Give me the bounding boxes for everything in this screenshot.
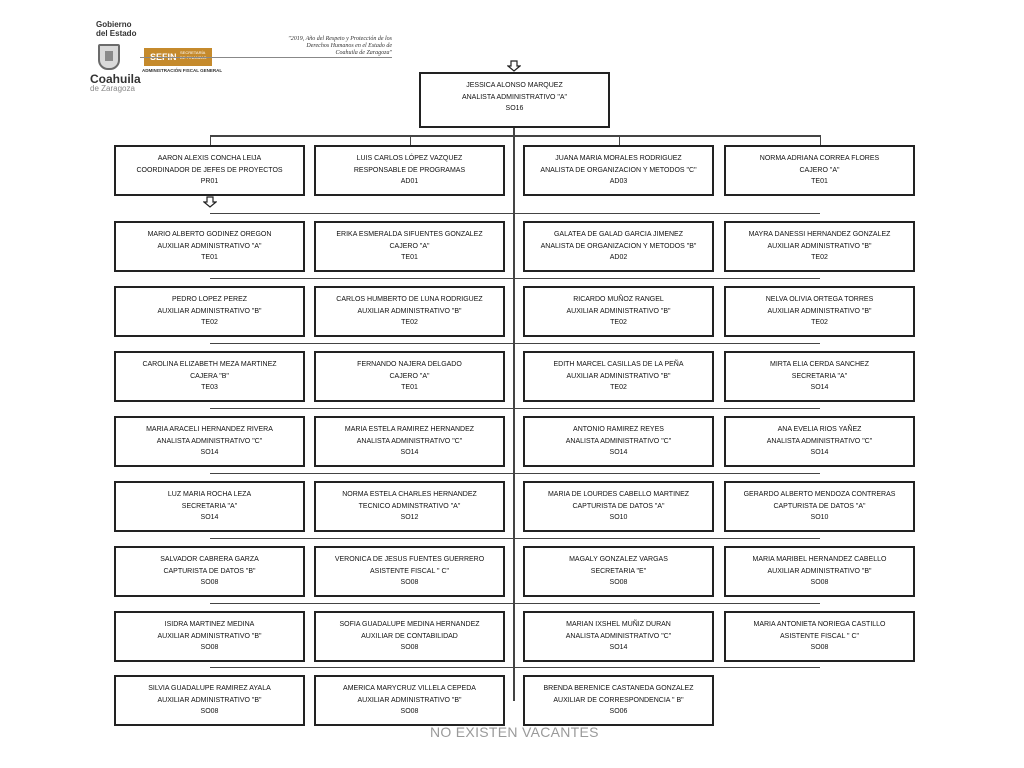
position-code: SO14	[200, 514, 219, 521]
position-name: MARIA DE LOURDES CABELLO MARTINEZ	[547, 491, 690, 498]
position-code: SO14	[609, 449, 628, 456]
position-box[interactable]	[724, 351, 915, 402]
position-box[interactable]	[114, 286, 305, 337]
position-code: SO08	[810, 644, 829, 651]
position-title: AUXILIAR ADMINISTRATIVO "B"	[566, 307, 671, 315]
root-position-box[interactable]	[419, 72, 610, 128]
position-name: AMERICA MARYCRUZ VILLELA CEPEDA	[343, 685, 476, 692]
position-code: SO14	[810, 384, 829, 391]
branch-collapse-icon[interactable]	[203, 196, 217, 208]
position-name: GALATEA DE GALAD GARCIA JIMENEZ	[553, 231, 683, 238]
position-title: ANALISTA ADMINISTRATIVO "C"	[766, 437, 873, 445]
position-code: TE02	[201, 319, 218, 326]
position-code: TE02	[811, 319, 828, 326]
position-title: SECRETARIA "E"	[590, 567, 647, 575]
position-name: NELVA OLIVIA ORTEGA TORRES	[765, 296, 874, 303]
position-code: SO10	[609, 514, 628, 521]
position-code: SO08	[609, 579, 628, 586]
drop-connector-1	[210, 135, 212, 145]
position-box[interactable]	[314, 675, 505, 726]
position-code: TE01	[811, 178, 828, 185]
position-title: CAJERO "A"	[799, 166, 840, 174]
row-link-right-7	[514, 603, 820, 604]
position-box[interactable]	[114, 546, 305, 597]
government-label	[96, 20, 136, 38]
position-name: MARIAN IXSHEL MUÑIZ DURAN	[566, 621, 671, 628]
position-code: SO14	[609, 644, 628, 651]
position-title: ANALISTA DE ORGANIZACION Y METODOS "C"	[540, 166, 697, 174]
position-box[interactable]	[724, 221, 915, 272]
root-collapse-icon[interactable]	[507, 60, 521, 72]
position-code: SO08	[810, 579, 829, 586]
row-link-right-1	[514, 213, 820, 214]
position-title: CAPTURISTA DE DATOS "A"	[572, 502, 665, 510]
position-code: SO08	[200, 644, 219, 651]
row-link-left-5	[210, 473, 515, 474]
position-title: AUXILIAR ADMINISTRATIVO "B"	[357, 307, 462, 315]
position-box[interactable]	[523, 221, 714, 272]
position-name: PEDRO LOPEZ PEREZ	[171, 296, 248, 303]
position-title: AUXILIAR ADMINISTRATIVO "B"	[157, 307, 262, 315]
gov-line-1: Gobierno	[96, 20, 132, 29]
position-name: EDITH MARCEL CASILLAS DE LA PEÑA	[553, 361, 684, 368]
row-link-right-2	[514, 278, 820, 279]
department-label: ADMINISTRACIÓN FISCAL GENERAL	[142, 68, 223, 73]
position-name: SOFIA GUADALUPE MEDINA HERNANDEZ	[339, 621, 480, 628]
row-link-left-8	[210, 667, 515, 668]
position-box[interactable]	[523, 481, 714, 532]
year-motto	[262, 36, 392, 57]
position-name: MARIA ANTONIETA NORIEGA CASTILLO	[753, 621, 886, 628]
position-code: SO14	[200, 449, 219, 456]
position-name: CAROLINA ELIZABETH MEZA MARTINEZ	[142, 361, 277, 368]
position-name: RICARDO MUÑOZ RANGEL	[573, 296, 664, 303]
position-code: SO08	[200, 708, 219, 715]
position-box[interactable]	[114, 351, 305, 402]
row-link-left-1	[210, 213, 515, 214]
position-name: SILVIA GUADALUPE RAMIREZ AYALA	[148, 685, 271, 692]
position-title: AUXILIAR DE CONTABILIDAD	[361, 632, 458, 640]
drop-connector-2	[410, 135, 412, 145]
gov-line-2: del Estado	[96, 29, 137, 38]
row-link-left-3	[210, 343, 515, 344]
position-name: BRENDA BERENICE CASTANEDA GONZALEZ	[543, 685, 694, 692]
position-name: FERNANDO NAJERA DELGADO	[357, 361, 462, 368]
position-box[interactable]	[114, 416, 305, 467]
position-code: SO14	[810, 449, 829, 456]
position-title: CAPTURISTA DE DATOS "B"	[163, 567, 256, 575]
position-name: VERONICA DE JESUS FUENTES GUERRERO	[334, 556, 485, 563]
position-box[interactable]	[724, 611, 915, 662]
position-title: ANALISTA ADMINISTRATIVO "A"	[461, 93, 568, 101]
position-title: AUXILIAR ADMINISTRATIVO "B"	[157, 696, 262, 704]
position-name: ISIDRA MARTINEZ MEDINA	[164, 621, 255, 628]
position-code: TE02	[610, 319, 627, 326]
position-box[interactable]	[523, 286, 714, 337]
position-name: CARLOS HUMBERTO DE LUNA RODRIGUEZ	[336, 296, 483, 303]
position-box[interactable]	[523, 351, 714, 402]
position-box[interactable]	[114, 675, 305, 726]
government-logo	[84, 18, 224, 93]
position-code: TE02	[811, 254, 828, 261]
position-name: MAYRA DANESSI HERNANDEZ GONZALEZ	[748, 231, 891, 238]
position-name: GERARDO ALBERTO MENDOZA CONTRERAS	[743, 491, 896, 498]
position-code: SO08	[400, 644, 419, 651]
position-box[interactable]	[724, 145, 915, 196]
position-box[interactable]	[314, 611, 505, 662]
position-box[interactable]	[314, 145, 505, 196]
position-box[interactable]	[114, 611, 305, 662]
position-title: TECNICO ADMINSTRATIVO "A"	[358, 502, 461, 510]
position-box[interactable]	[523, 546, 714, 597]
row-link-left-7	[210, 603, 515, 604]
position-box[interactable]	[314, 546, 505, 597]
position-name: ANTONIO RAMIREZ REYES	[573, 426, 664, 433]
position-code: TE01	[401, 254, 418, 261]
row-link-right-3	[514, 343, 820, 344]
position-title: SECRETARIA "A"	[791, 372, 848, 380]
position-code: SO06	[609, 708, 628, 715]
drop-connector-4	[820, 135, 822, 145]
position-name: MAGALY GONZALEZ VARGAS	[569, 556, 668, 563]
position-code: TE02	[401, 319, 418, 326]
position-title: AUXILIAR ADMINISTRATIVO "B"	[357, 696, 462, 704]
position-title: AUXILIAR DE CORRESPONDENCIA " B"	[553, 696, 684, 704]
position-box[interactable]	[114, 481, 305, 532]
position-box[interactable]	[724, 546, 915, 597]
position-name: MIRTA ELIA CERDA SANCHEZ	[770, 361, 869, 368]
position-title: ANALISTA ADMINISTRATIVO "C"	[565, 632, 672, 640]
position-title: ASISTENTE FISCAL " C"	[779, 632, 859, 640]
position-title: AUXILIAR ADMINISTRATIVO "B"	[767, 242, 872, 250]
position-title: AUXILIAR ADMINISTRATIVO "B"	[767, 567, 872, 575]
coat-of-arms-icon	[98, 44, 120, 70]
state-subname: de Zaragoza	[90, 84, 135, 93]
motto-line-3: Coahuila de Zaragoza"	[335, 50, 392, 56]
vacancy-note: NO EXISTEN VACANTES	[430, 724, 599, 740]
position-name: LUIS CARLOS LÓPEZ VAZQUEZ	[356, 155, 463, 162]
position-title: CAJERO "A"	[389, 242, 430, 250]
position-code: AD01	[400, 178, 419, 185]
position-code: SO08	[400, 579, 419, 586]
position-box[interactable]	[523, 145, 714, 196]
top-branch-connector	[210, 135, 820, 137]
position-title: CAJERA "B"	[190, 372, 229, 380]
position-name: ANA EVELIA RIOS YAÑEZ	[777, 426, 862, 433]
agency-subtitle: SECRETARÍA DE FINANZAS	[180, 50, 207, 60]
row-link-right-6	[514, 538, 820, 539]
position-code: TE03	[201, 384, 218, 391]
position-code: SO16	[505, 105, 524, 112]
position-box[interactable]	[114, 145, 305, 196]
position-name: JUANA MARIA MORALES RODRIGUEZ	[555, 155, 682, 162]
position-title: ANALISTA ADMINISTRATIVO "C"	[156, 437, 263, 445]
position-title: SECRETARIA "A"	[181, 502, 238, 510]
header-divider	[140, 57, 392, 58]
position-title: COORDINADOR DE JEFES DE PROYECTOS	[136, 166, 283, 174]
position-title: ANALISTA ADMINISTRATIVO "C"	[565, 437, 672, 445]
row-link-right-5	[514, 473, 820, 474]
position-name: MARIA MARIBEL HERNANDEZ CABELLO	[752, 556, 887, 563]
position-box[interactable]	[724, 416, 915, 467]
position-box[interactable]	[314, 221, 505, 272]
position-name: JESSICA ALONSO MARQUEZ	[466, 82, 563, 89]
state-name: Coahuila	[90, 72, 141, 86]
position-box[interactable]	[523, 675, 714, 726]
row-link-right-4	[514, 408, 820, 409]
position-name: NORMA ESTELA CHARLES HERNANDEZ	[342, 491, 477, 498]
position-name: AARON ALEXIS CONCHA LEIJA	[157, 155, 262, 162]
position-title: AUXILIAR ADMINISTRATIVO "B"	[767, 307, 872, 315]
position-title: RESPONSABLE DE PROGRAMAS	[353, 166, 466, 174]
position-name: LUZ MARIA ROCHA LEZA	[167, 491, 252, 498]
position-code: SO14	[400, 449, 419, 456]
position-box[interactable]	[523, 611, 714, 662]
position-code: AD02	[609, 254, 628, 261]
position-box[interactable]	[314, 351, 505, 402]
row-link-left-6	[210, 538, 515, 539]
position-name: MARIA ESTELA RAMIREZ HERNANDEZ	[344, 426, 475, 433]
position-name: NORMA ADRIANA CORREA FLORES	[759, 155, 880, 162]
position-box[interactable]	[724, 481, 915, 532]
position-title: AUXILIAR ADMINISTRATIVO "A"	[157, 242, 262, 250]
position-name: MARIO ALBERTO GODINEZ OREGON	[147, 231, 272, 238]
position-code: SO10	[810, 514, 829, 521]
row-link-right-8	[514, 667, 820, 668]
position-box[interactable]	[314, 286, 505, 337]
position-code: PR01	[200, 178, 219, 185]
motto-line-1: "2019, Año del Respeto y Protección de los	[288, 36, 392, 42]
motto-line-2: Derechos Humanos en el Estado de	[306, 43, 392, 49]
position-title: ASISTENTE FISCAL " C"	[369, 567, 449, 575]
position-code: SO08	[200, 579, 219, 586]
position-box[interactable]	[523, 416, 714, 467]
position-title: ANALISTA DE ORGANIZACION Y METODOS "B"	[540, 242, 697, 250]
position-box[interactable]	[314, 416, 505, 467]
position-box[interactable]	[724, 286, 915, 337]
position-box[interactable]	[114, 221, 305, 272]
position-name: MARIA ARACELI HERNANDEZ RIVERA	[146, 426, 273, 433]
position-code: TE02	[610, 384, 627, 391]
position-code: TE01	[401, 384, 418, 391]
drop-connector-3	[619, 135, 621, 145]
row-link-left-4	[210, 408, 515, 409]
agency-badge: SEFIN	[144, 48, 212, 66]
position-code: TE01	[201, 254, 218, 261]
position-title: AUXILIAR ADMINISTRATIVO "B"	[566, 372, 671, 380]
row-link-left-2	[210, 278, 515, 279]
position-code: SO08	[400, 708, 419, 715]
position-name: ERIKA ESMERALDA SIFUENTES GONZALEZ	[336, 231, 483, 238]
position-title: CAPTURISTA DE DATOS "A"	[773, 502, 866, 510]
position-code: AD03	[609, 178, 628, 185]
position-title: AUXILIAR ADMINISTRATIVO "B"	[157, 632, 262, 640]
position-title: ANALISTA ADMINISTRATIVO "C"	[356, 437, 463, 445]
position-code: SO12	[400, 514, 419, 521]
position-title: CAJERO "A"	[389, 372, 430, 380]
position-box[interactable]	[314, 481, 505, 532]
position-name: SALVADOR CABRERA GARZA	[160, 556, 259, 563]
